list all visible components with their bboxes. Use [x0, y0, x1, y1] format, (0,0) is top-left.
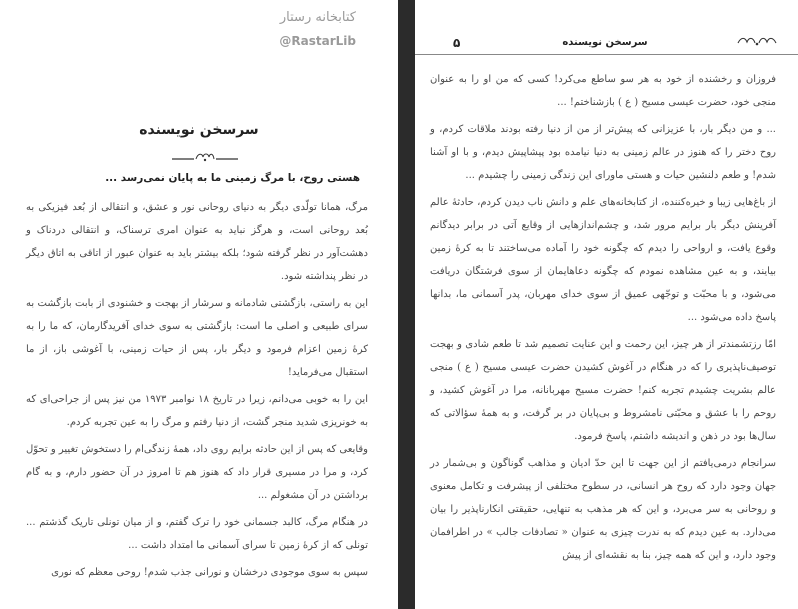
paragraph: ... و من دیگر بار، با عزیزانی که پیش‌تر از من از دنیا رفته بودند ملاقات کردم، و روح دختر را که هنوز در عالم زمینی به دنیا نیامده بود پیشاپیش دیدم، و با او آشنا شدم! و طعم دلنشین حیات و هستی ماورای این زندگی زمینی را چشیدم ...: [430, 124, 776, 181]
header-ornament-icon: [736, 35, 778, 49]
paragraph: در هنگام مرگ، کالبد جسمانی خود را ترک گفتم، و از میان تونلی تاریک گذشتم ... تونلی که از کرهٔ زمین تا سرای آسمانی ما امتداد داشت ...: [26, 517, 368, 551]
paragraph: سپس به سوی موجودی درخشان و نورانی جذب شدم! روحی معظم که نوری: [51, 567, 368, 578]
running-header-title: سرسخن نویسنده: [562, 37, 648, 48]
watermark-library-name: کتابخانه رستار: [279, 10, 356, 25]
paragraph: این به راستی، بازگشتی شادمانه و سرشار از بهجت و خشنودی از بابت بازگشت به سرای طبیعی و اصلی ما است: بازگشتی به سوی خدای آفریدگارمان، که ما را به کرهٔ زمین اعزام فرمود و دیگر بار، پس از حیات زمینی، با آغوشی باز، از ما استقبال می‌فرماید!: [26, 298, 368, 378]
left-body-text: [26, 196, 368, 588]
paragraph: امّا رزتشمندتر از هر چیز، این رحمت و این عنایت تصمیم شد تا طعم شادی و بهجت توصیف‌ناپذیری را که در هنگام در آغوش کشیدن حضرت عیسی مسیح ( ع ) منجی عالم بشریت چشیدم تجربه کنم! حضرت مسیح مهربانانه، مرا در آغوش کشید، و روحم را با عشق و محبّتی نامشروط و بی‌پایان در بر گرفت، و به همهٔ سؤالاتی که سال‌ها بود در ذهن و اندیشه داشتم، پاسخ فرمود.: [430, 339, 776, 442]
running-header: [415, 33, 798, 55]
paragraph: این را به خوبی می‌دانم، زیرا در تاریخ ۱۸ نوامبر ۱۹۷۳ من نیز پس از جراحی‌ای که به خونریزی شدید منجر گشت، از دنیا رفتم و مرگ را به عین تجربه کردم.: [26, 394, 368, 428]
book-spine-gutter: [398, 0, 415, 609]
paragraph: وقایعی که پس از این حادثه برایم روی داد، همهٔ زندگی‌ام را دستخوش تغییر و تحوّل کرد، و مرا در مسیری قرار داد که هنوز هم تا امروز در آن حضور دارم، و به گام برداشتن در آن مشغولم ...: [26, 444, 368, 501]
left-page: [0, 0, 398, 609]
paragraph: مرگ، همانا تولّدی دیگر به دنیای روحانی نور و عشق، و انتقالی از بُعد فیزیکی به بُعد روحانی است، و هرگز نباید به عنوان امری ترسناک، و انتقالی دردناک و دهشت‌آور در نظر گرفته شود؛ بلکه بیشتر باید به عنوان عبور از اتاقی به اتاق دیگر در نظر پنداشته شود.: [26, 202, 368, 282]
paragraph: از باغ‌هایی زیبا و خیره‌کننده، از کتابخانه‌های علم و دانش ناب دیدن کردم، حادثهٔ عالم آفرینش دیگر بار برایم مرور شد، و چشم‌اندازهایی از وقایع آتی در برابر دیدگانم وقوع یافت، و ارواحی را دیدم که چگونه خود را آماده می‌ساختند تا به کرهٔ زمین بیایند، و به عین مشاهده نمودم که چگونه دعاهایمان از سوی فرشتگان دریافت می‌شود، و با محبّت و توجّهی عمیق از سوی خدای مهربان، پدر آسمانی ما، بدانها پاسخ داده می‌شود ...: [430, 197, 776, 323]
chapter-subtitle: هستی روح، با مرگ زمینی ما به پایان نمی‌رسد ...: [105, 172, 360, 184]
right-page: [415, 0, 798, 609]
page-number: ۵: [453, 36, 461, 50]
paragraph: سرانجام درمی‌یافتم از این جهت تا این حدّ ادیان و مذاهب گوناگون و بی‌شمار در جهان وجود دارد که روح هر انسانی، در سطوح مختلفی از پیشرفت و تکامل معنوی و روحانی به سر می‌برد، و این که هر مذهب به تنهایی، حقیقتی انکارناپذیر را بیان می‌دارد. به عین دیدم که به ندرت چیزی به عنوان « تصادفات جالب » در اطرافمان وجود دارد، و این که همه چیز، بنا به نقشه‌ای از پیش: [430, 458, 776, 561]
chapter-title: سرسخن نویسنده: [139, 122, 259, 138]
chapter-ornament-icon: [170, 150, 240, 164]
right-body-text: [430, 68, 776, 571]
watermark-handle: @RastarLib: [279, 34, 356, 48]
paragraph: فروزان و رخشنده از خود به هر سو ساطع می‌کرد! کسی که من او را به عنوان منجی خود، حضرت عیسی مسیح ( ع ) بازشناختم! ...: [430, 74, 776, 108]
